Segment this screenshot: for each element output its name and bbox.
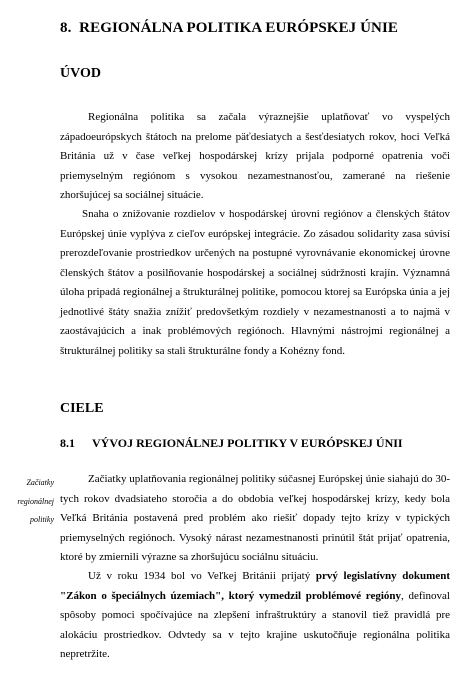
chapter-title: REGIONÁLNA POLITIKA EURÓPSKEJ ÚNIE <box>79 20 399 36</box>
margin-note-line: regionálnej <box>17 496 54 506</box>
paragraph-text: Už v roku 1934 bol vo Veľkej Británii prijatý <box>88 570 316 582</box>
paragraph-text: , definoval spôsoby pomoci spočívajúce na zlepšení infraštruktúry a stanovil tiež pravidlá pre alokáciu prostriedkov. Odvtedy sa v tejto krajine uskutočňuje regionálna politika nepretržite. <box>60 589 450 660</box>
intro-paragraph-1: Regionálna politika sa začala výraznejšie uplatňovať vo vyspelých západoeurópskych štátoch na prelome päťdesiatych a šesťdesiatych rokov, hoci Veľká Británia už v čase veľkej hospodárskej krízy prijala podporné opatrenia voči priemyselným regiónom s vysokou nezamestnanosťou, zamerané na riešenie zhoršujúcej sa sociálnej situácie. <box>60 111 450 201</box>
chapter-heading <box>60 20 398 37</box>
subsection-heading <box>60 436 403 451</box>
intro-paragraph-2: Snaha o znižovanie rozdielov v hospodárskej úrovni regiónov a členských štátov Európskej únie vyplýva z cieľov európskej integrácie. Zo zásadou solidarity zasa súvisí prerozdeľovanie prostriedkov určených na postupné vyrovnávanie ekonomickej úrovne členských štátov a posilňovanie hospodárskej a sociálnej súdržnosti krajín. Významná úloha pripadá regionálnej a štrukturálnej politike, pomocou ktorej sa Európska únia a jej jednotlivé štáty snažia znížiť predovšetkým rozdiely v nezamestnanosti a to najmä v zaostávajúcich a inak problémových regiónoch. Hlavnými nástrojmi regionálnej a štrukturálnej politiky sa stali štrukturálne fondy a Kohézny fond. <box>60 208 450 357</box>
emphasized-text: prvý legislatívny dokument "Zákon o špeciálnych územiach", ktorý vymedzil problémové regióny <box>60 570 450 602</box>
chapter-number: 8. <box>60 20 72 36</box>
subsection-paragraph-1: Začiatky uplatňovania regionálnej politiky súčasnej Európskej únie siahajú do 30-tych rokov dvadsiateho storočia a do obdobia veľkej hospodárskej krízy, kedy bola Veľká Británia postavená pred problém ako riešiť dopady tejto krízy v typických priemyselných regiónoch. Vysoký nárast nezamestnanosti prinútil štát prijať opatrenia, ktoré by zmiernili výrazne sa zhoršujúcu sociálnu situáciu. <box>60 473 450 563</box>
subsection-paragraph-2 <box>60 567 450 665</box>
margin-note <box>2 474 54 530</box>
intro-heading: ÚVOD <box>60 66 101 81</box>
goals-heading: CIELE <box>60 401 104 416</box>
subsection-number: 8.1 <box>60 436 75 450</box>
subsection-title: VÝVOJ REGIONÁLNEJ POLITIKY V EURÓPSKEJ ÚNII <box>92 436 403 450</box>
margin-note-line: Začiatky <box>26 478 54 487</box>
margin-note-line: politiky <box>30 515 54 525</box>
